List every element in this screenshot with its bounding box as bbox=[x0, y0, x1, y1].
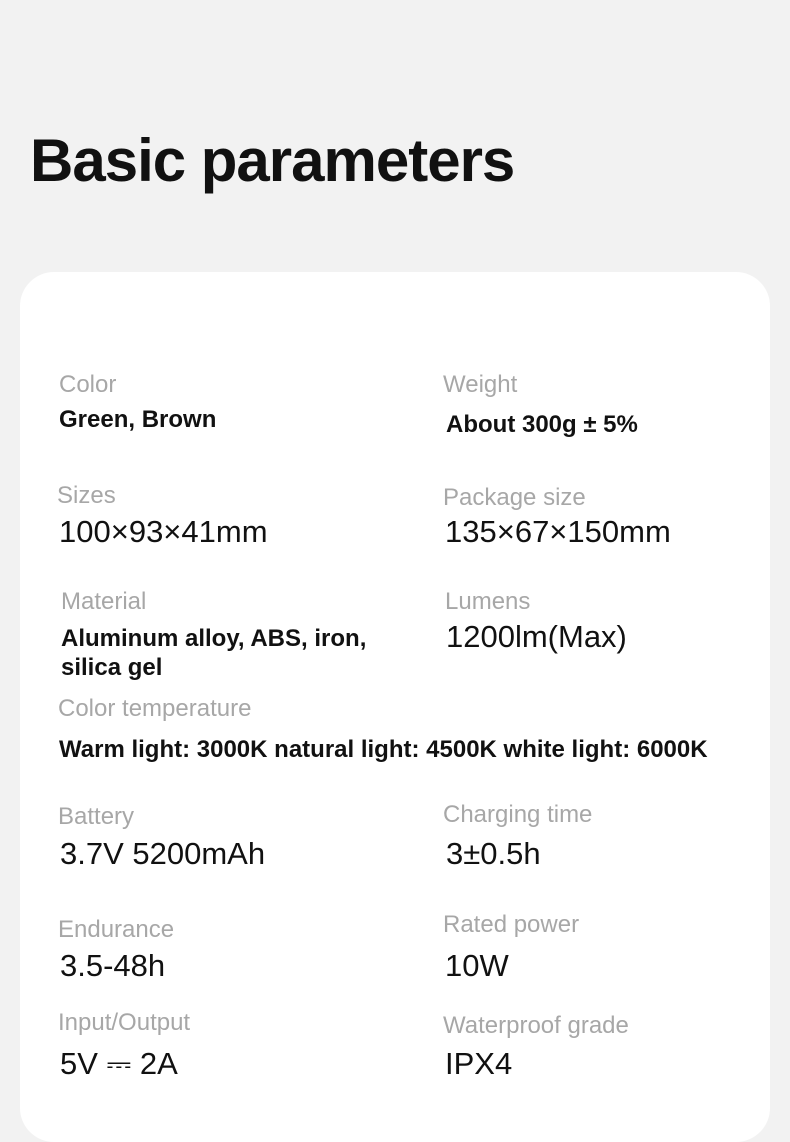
charging-time-value: 3±0.5h bbox=[446, 836, 541, 871]
waterproof-grade-value: IPX4 bbox=[445, 1046, 513, 1081]
color-label: Color bbox=[59, 371, 117, 398]
endurance-value: 3.5-48h bbox=[60, 948, 166, 983]
material-value: Aluminum alloy, ABS, iron, silica gel bbox=[61, 625, 367, 682]
input-output-value: 5V ⎓ 2A bbox=[60, 1046, 178, 1081]
charging-time-label: Charging time bbox=[443, 801, 593, 828]
color-temperature-label: Color temperature bbox=[58, 695, 252, 722]
color-temperature-value: Warm light: 3000K natural light: 4500K white light: 6000K bbox=[59, 736, 708, 763]
rated-power-value: 10W bbox=[445, 948, 509, 983]
weight-value: About 300g ± 5% bbox=[446, 411, 638, 438]
battery-label: Battery bbox=[58, 803, 135, 830]
input-output-label: Input/Output bbox=[58, 1009, 191, 1036]
package-size-label: Package size bbox=[443, 484, 586, 511]
sizes-label: Sizes bbox=[57, 482, 116, 509]
color-value: Green, Brown bbox=[59, 406, 217, 433]
rated-power-label: Rated power bbox=[443, 911, 580, 938]
endurance-label: Endurance bbox=[58, 916, 175, 943]
sizes-value: 100×93×41mm bbox=[59, 514, 268, 549]
lumens-value: 1200lm(Max) bbox=[446, 619, 627, 654]
page-title: Basic parameters bbox=[30, 127, 515, 194]
weight-label: Weight bbox=[443, 371, 518, 398]
material-label: Material bbox=[61, 588, 147, 615]
waterproof-grade-label: Waterproof grade bbox=[443, 1012, 629, 1039]
package-size-value: 135×67×150mm bbox=[445, 514, 671, 549]
battery-value: 3.7V 5200mAh bbox=[60, 836, 266, 871]
lumens-label: Lumens bbox=[445, 588, 531, 615]
